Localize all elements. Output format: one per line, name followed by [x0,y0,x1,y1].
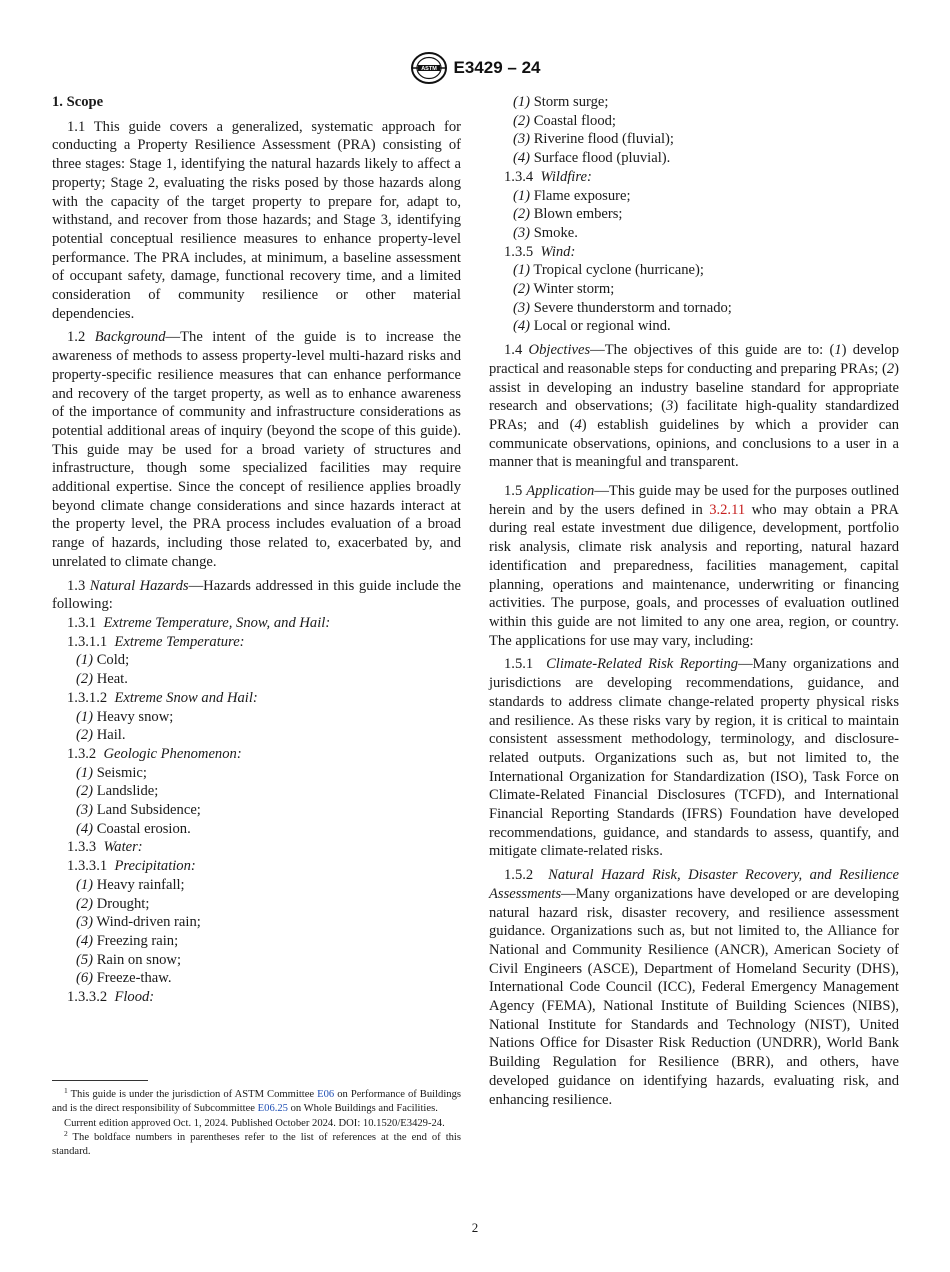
list-item [489,280,899,299]
paragraph-1-2: 1.2 Background—The intent of the guide is to increase the awareness of methods to assess property-level multi-hazard risks and property-specific resilience measures that can enhance performance and recovery of the target property, as well as to enhance awareness of the importance of community and infrastructure considerations as potential additional areas of inquiry (beyond the scope of this guide). This guide may be used for a broad variety of structures and infrastructure, though some specialized facilities may require additional expertise. Since the concept of resilience applies broadly beyond climate change considerations and since hazards interact at the property level, the PRA process includes evaluation of a broad range of hazards, including those related to, exacerbated by, and unrelated to climate change. [52,329,461,570]
list-item-text: Coastal erosion. [96,820,191,837]
footnote-2: $^2$ The boldface numbers in parentheses refer to the list of references at the end of this standard. [52,1128,461,1158]
subheading-1-3-1-2: 1.3.1.2 Extreme Snow and Hail: [67,689,258,706]
paragraph-1-3: 1.3 Natural Hazards—Hazards addressed in this guide include the following: [52,577,461,613]
precipitation-list [52,876,461,988]
paragraph-1-5-1: 1.5.1 Climate-Related Risk Reporting—Many organizations and jurisdictions are developing recommendations, guidance, and standards to address climate change-related property physical risks and resilience. As these risks vary by region, it is critical to maintain consistent assessment methodology, terminology, and disclosure-related outputs. Organizations such as, but not limited to, the International Organization for Standardization (ISO), Task Force on Climate-Related Financial Disclosures (TCFD), and International Financial Reporting Standards (IFRS) Foundation have developed recommendations, guidance, and standards to assess, quantify, and mitigate climate-related risks. [489,656,900,860]
list-item [52,651,461,670]
list-item-text: Freeze-thaw. [96,970,172,987]
list-item [52,820,461,839]
list-item-text: Heat. [96,671,128,688]
list-item-number: (1) [513,262,531,279]
list-item [489,187,899,206]
list-item-text: Tropical cyclone (hurricane); [533,262,704,279]
list-item-number: (2) [513,206,531,223]
list-item-number: (6) [76,970,94,987]
list-item-number: (4) [513,318,531,335]
list-item-text: Blown embers; [533,206,623,223]
list-item-text: Smoke. [533,224,578,241]
list-item-number: (2) [513,112,531,129]
list-item-text: Storm surge; [533,94,609,110]
list-item-number: (2) [76,895,94,912]
list-item-text: Freezing rain; [96,932,179,949]
subheading-1-3-5: 1.3.5 Wind: [504,243,576,260]
list-item-text: Flame exposure; [533,187,631,204]
flood-list [489,93,899,168]
list-item-number: (4) [76,932,94,949]
list-item [52,913,461,932]
geologic-list [52,764,461,839]
list-item-text: Hail. [96,727,126,744]
list-item-number: (1) [76,708,94,725]
list-item-number: (1) [513,94,531,110]
subheading-1-3-4: 1.3.4 Wildfire: [504,168,592,185]
paragraph-1-5-2: 1.5.2 Natural Hazard Risk, Disaster Recovery, and Resilience Assessments—Many organizations have developed or are developing natural hazard risk, disaster recovery, and resilience assessment guidance. Organizations such as, but not limited to, the Alliance for National and Community Resilience (ANCR), American Society of Civil Engineers (ASCE), Department of Homeland Security (DHS), International Code Council (ICC), Federal Emergency Management Agency (FEMA), National Institute of Building Sciences (NIBS), National Institute for Standards and Technology (NIST), United Nations Office for Disaster Risk Reduction (UNDRR), World Bank Building Regulation for Resilience (BRR), and others, have developed guidance on identifying hazards, evaluating risk, and enhancing resilience. [489,867,899,1108]
list-item-number: (1) [513,187,531,204]
svg-text:ASTM: ASTM [420,66,437,73]
paragraph-1-1: 1.1 This guide covers a generalized, systematic approach for conducting a Property Resilience Assessment (PRA) consisting of three stages: Stage 1, identifying the natural hazards likely to affect a property; Stage 2, evaluating the risks posed by those hazards along with the capacity of the target property to prepare for, adapt to, withstand, and recover from those hazards; and Stage 3, identifying potential conceptual resilience measures to enhance property-level performance. The PRA includes, at minimum, a baseline assessment of occupant safety, damage, functional recovery time, and a limited consideration of community resilience or other material dependencies. [52,118,461,322]
subheading-1-3-2: 1.3.2 Geologic Phenomenon: [67,745,242,762]
list-item-text: Land Subsidence; [96,802,201,819]
list-item-text: Riverine flood (fluvial); [533,131,674,148]
list-item-text: Local or regional wind. [533,318,671,335]
list-item-text: Surface flood (pluvial). [533,150,671,167]
list-item-number: (4) [76,820,94,837]
committee-link[interactable]: E06 [317,1089,335,1100]
list-item-number: (2) [76,727,94,744]
list-item-number: (5) [76,951,94,968]
subheading-1-3-3-2: 1.3.3.2 Flood: [67,989,155,1006]
list-item [489,149,899,168]
section-heading: 1. Scope [52,94,104,110]
paragraph-1-4: 1.4 Objectives—The objectives of this guide are to: (1) develop practical and reasonable steps for conducting and preparing PRAs; (2) assist in developing an industry baseline standard for appropriate research and observations; (3) facilitate high-quality standardized PRAs; and (4) establish guidelines by which a provider can communicate observations, opinions, and conclusions to a user in a manner that is meaningful and transparent. [489,342,900,471]
list-item-number: (3) [513,299,531,316]
subheading-1-3-3-1: 1.3.3.1 Precipitation: [67,858,196,875]
list-item-text: Winter storm; [533,281,615,298]
wildfire-list [489,187,899,243]
subheading-1-3-3: 1.3.3 Water: [67,839,143,856]
list-item [52,932,461,951]
page-header [0,50,950,86]
list-item [489,261,899,280]
list-item [52,764,461,783]
subheading-1-3-1: 1.3.1 Extreme Temperature, Snow, and Hail: [67,614,331,631]
list-item-text: Wind-driven rain; [96,914,201,931]
list-item-number: (1) [76,764,94,781]
astm-logo-icon [410,51,448,85]
footnote-1: $^1$ This guide is under the jurisdiction of ASTM Committee E06 on Performance of Buildings and is the direct responsibility of Subcommittee E06.25 on Whole Buildings and Facilities. [52,1086,461,1115]
list-item-text: Severe thunderstorm and tornado; [533,299,732,316]
list-item-text: Coastal flood; [533,112,616,129]
list-item [52,670,461,689]
list-item [52,708,461,727]
subcommittee-link[interactable]: E06.25 [257,1103,288,1115]
list-item [489,299,899,318]
list-item-number: (4) [513,150,531,167]
list-item-text: Drought; [96,895,150,912]
section-link-3-2-11[interactable]: 3.2.11 [709,501,746,518]
footnote-divider [52,1080,148,1081]
wind-list [489,261,899,336]
list-item-text: Rain on snow; [96,951,182,968]
list-item [489,130,899,149]
list-item-number: (2) [76,671,94,688]
list-item-number: (3) [76,802,94,819]
list-item [489,224,899,243]
snow-hail-list [52,708,461,745]
list-item-number: (3) [513,224,531,241]
list-item-number: (2) [76,783,94,800]
list-item [52,876,461,895]
list-item-number: (3) [76,914,94,931]
list-item-text: Cold; [96,652,130,669]
list-item-text: Landslide; [96,783,159,800]
list-item-text: Heavy snow; [96,708,174,725]
list-item [489,205,899,224]
paragraph-1-5: 1.5 Application—This guide may be used for the purposes outlined herein and by the users defined in 3.2.11 who may obtain a PRA during real estate investment due diligence, development, portfolio risk analysis, climate risk analysis and reporting, natural hazard identification and preparedness, facilities management, capital planning, operations and maintenance, underwriting or financing activities. The purpose, goals, and processes of evaluation outlined within this guide are not limited to any one area, region, or country. The applications for use may vary, including: [489,483,900,649]
list-item [489,317,899,336]
right-column [489,93,899,1109]
list-item-text: Heavy rainfall; [96,876,185,893]
list-item [52,969,461,988]
list-item [52,895,461,914]
page-number: 2 [471,1220,479,1235]
list-item [489,112,899,131]
list-item-number: (3) [513,131,531,148]
list-item-number: (1) [76,876,94,893]
list-item [52,951,461,970]
temperature-list [52,651,461,688]
footnotes [52,1088,461,1159]
left-column [52,93,461,1007]
list-item-text: Seismic; [96,764,147,781]
list-item [52,801,461,820]
list-item [52,782,461,801]
list-item [52,726,461,745]
list-item-number: (2) [513,281,531,298]
list-item-number: (1) [76,652,94,669]
edition-note: Current edition approved Oct. 1, 2024. Published October 2024. DOI: 10.1520/E3429-24. [64,1117,445,1129]
standard-designation: E3429 – 24 [453,58,541,77]
list-item [489,93,899,112]
subheading-1-3-1-1: 1.3.1.1 Extreme Temperature: [67,633,245,650]
